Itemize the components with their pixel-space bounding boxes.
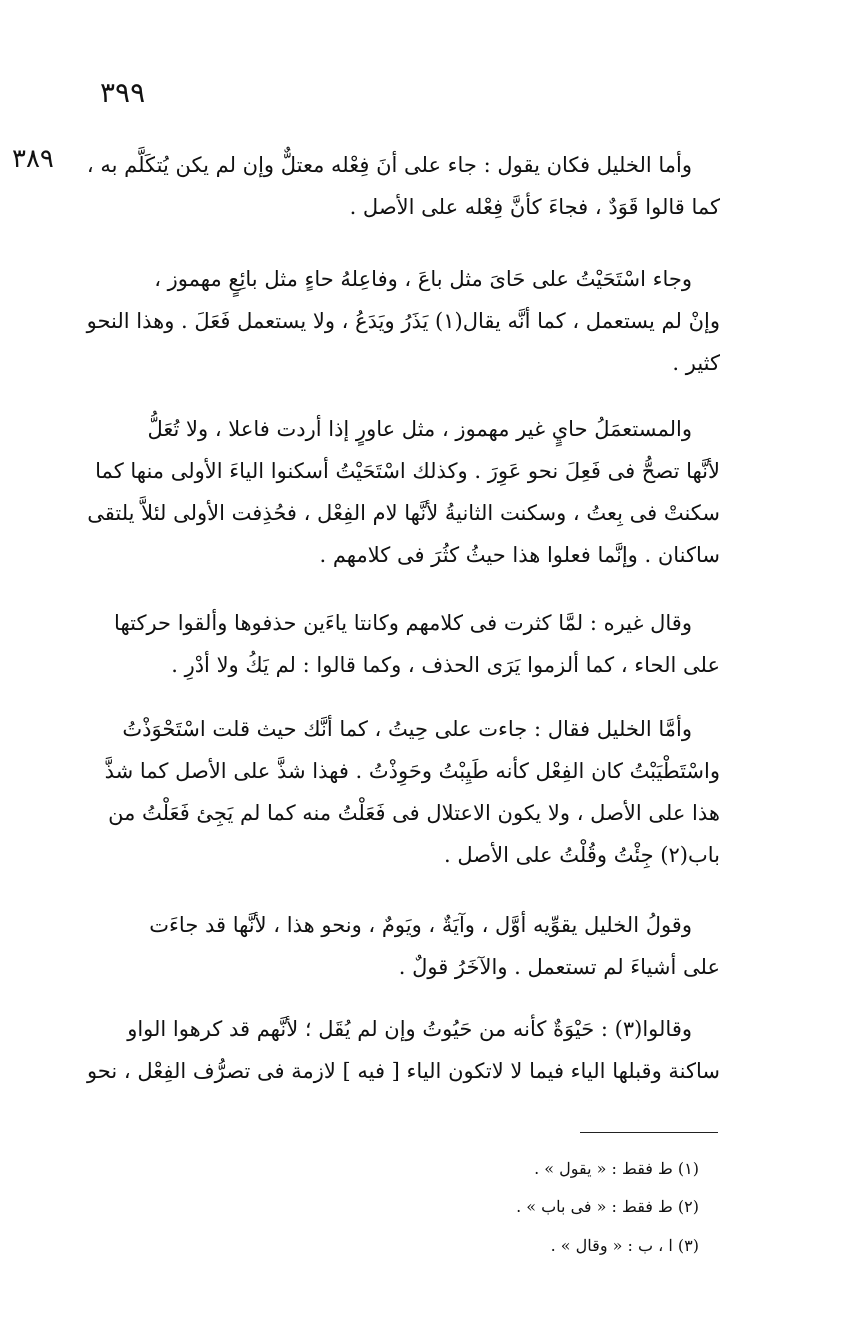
text-line: وقولُ الخليل يقوِّيه أوَّل ، وآيَةٌ ، ويَومٌ ، ونحو هذا ، لأنَّها قد جاءَت xyxy=(149,913,692,937)
footnote: (١) ط فقط : « يقول » . xyxy=(534,1159,699,1178)
paragraph xyxy=(80,144,720,228)
paragraph xyxy=(80,1008,720,1092)
text-line: وقال غيره : لمَّا كثرت فى كلامهم وكانتا ياءَين حذفوها وألقوا حركتها xyxy=(114,611,692,635)
text-line: ساكنة وقبلها الياء فيما لا لاتكون الياء [ فيه ] لازمة فى تصرُّف الفِعْل ، نحو xyxy=(86,1059,720,1083)
text-line: كما قالوا قَوَدٌ ، فجاءَ كأنَّ فِعْله على الأصل . xyxy=(349,195,720,219)
text-line: وأما الخليل فكان يقول : جاء على أنَ فِعْله معتلٌّ وإن لم يكن يُتكَلَّم به ، xyxy=(86,153,692,177)
paragraph xyxy=(80,408,720,576)
text-line: وقالوا(٣) : حَيْوَةٌ كأنه من حَيُوتُ وإن لم يُقَل ؛ لأنَّهم قد كرهوا الواو xyxy=(127,1017,692,1041)
footnote-divider xyxy=(580,1132,718,1133)
paragraph xyxy=(80,904,720,988)
text-line: كثير . xyxy=(672,351,720,375)
text-line: هذا على الأصل ، ولا يكون الاعتلال فى فَعَلْتُ منه كما لم يَجِئ فَعَلْتُ من xyxy=(108,801,720,825)
footnote: (٢) ط فقط : « فى باب » . xyxy=(516,1197,699,1216)
page-number: ٣٩٩ xyxy=(100,76,146,109)
text-line: ساكنان . وإنَّما فعلوا هذا حيثُ كثُرَ فى كلامهم . xyxy=(319,543,720,567)
text-line: لأنَّها تصحُّ فى فَعِلَ نحو عَوِرَ . وكذلك اسْتَحَيْتُ أسكنوا الياءَ الأولى منها كما xyxy=(95,459,720,483)
text-line: وأمَّا الخليل فقال : جاءت على حِيتُ ، كما أنَّك حيث قلت اسْتَحْوَذْتُ xyxy=(122,717,692,741)
text-line: وإنْ لم يستعمل ، كما أنَّه يقال(١) يَذَرُ ويَدَعُ ، ولا يستعمل فَعَلَ . وهذا النحو xyxy=(86,309,720,333)
text-line: باب(٢) جِئْتُ وقُلْتُ على الأصل . xyxy=(444,843,720,867)
text-line: وجاء اسْتَحَيْتُ على حَاىَ مثل باعَ ، وفاعِلهُ حاءٍ مثل بائِعٍ مهموز ، xyxy=(154,267,692,291)
footnote: (٣) ا ، ب : « وقال » . xyxy=(550,1236,699,1255)
paragraph xyxy=(80,602,720,686)
text-line: على الحاء ، كما ألزموا يَرَى الحذف ، وكما قالوا : لم يَكُ ولا أدْرِ . xyxy=(171,653,720,677)
text-line: واسْتَطْيَبْتُ كان الفِعْل كأنه طَيِبْتُ وحَوِذْتُ . فهذا شذَّ على الأصل كما شذَّ xyxy=(104,759,720,783)
paragraph xyxy=(80,258,720,384)
margin-reference-number: ٣٨٩ xyxy=(12,144,54,174)
paragraph xyxy=(80,708,720,876)
text-line: على أشياءَ لم تستعمل . والآخَرُ قولٌ . xyxy=(398,955,720,979)
text-line: والمستعمَلُ حايٍ غير مهموز ، مثل عاورٍ إذا أردت فاعلا ، ولا تُعَلُّ xyxy=(147,417,692,441)
text-line: سكنتْ فى بِعتُ ، وسكنت الثانيةُ لأنَّها لام الفِعْل ، فحُذِفت الأولى لئلاَّ يلتقى xyxy=(87,501,720,525)
